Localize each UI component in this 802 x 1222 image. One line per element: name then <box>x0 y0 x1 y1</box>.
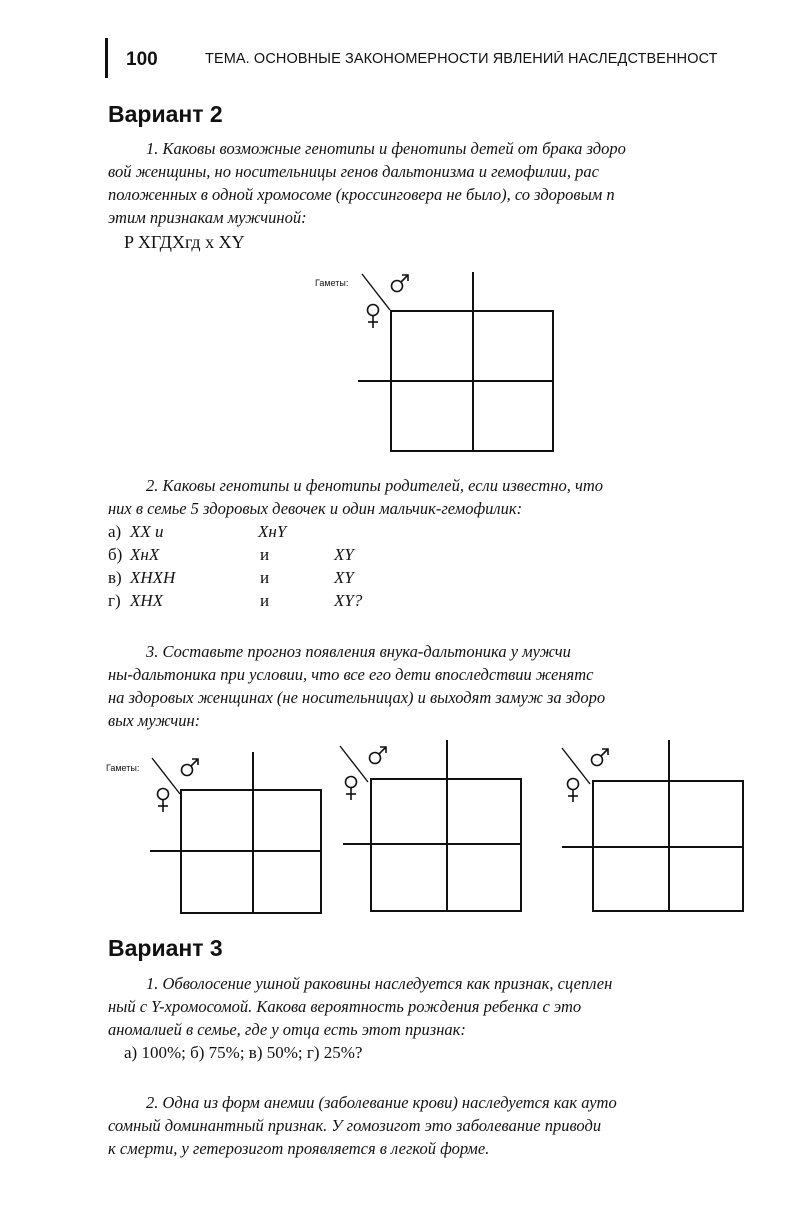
male-icon <box>592 749 609 766</box>
text-line: вых мужчин: <box>108 711 201 730</box>
gametes-label: Гаметы: <box>106 763 140 773</box>
text-line: вой женщины, но носительницы генов дальтонизма и гемофилии, рас <box>108 162 599 181</box>
v3-task1-text <box>108 972 748 1041</box>
text-line: ны-дальтоника при условии, что все его дети впоследствии женятс <box>108 665 594 684</box>
female-icon <box>368 305 379 329</box>
text-line: к смерти, у гетерозигот проявляется в легкой форме. <box>108 1139 490 1158</box>
female-icon <box>158 789 169 813</box>
text-line: 2. Каковы генотипы и фенотипы родителей, если известно, что <box>146 476 604 495</box>
v3-task1-answers: а) 100%; б) 75%; в) 50%; г) 25%? <box>124 1043 363 1062</box>
male-icon <box>370 747 387 764</box>
v2-task1-text <box>108 137 748 229</box>
running-title: ТЕМА. ОСНОВНЫЕ ЗАКОНОМЕРНОСТИ ЯВЛЕНИЙ НАСЛЕДСТВЕННОСТ <box>205 51 718 67</box>
text-line: 1. Обволосение ушной раковины наследуется как признак, сцеплен <box>146 974 613 993</box>
gamete-symbols <box>152 752 212 822</box>
male-icon <box>182 759 199 776</box>
option-b: б) XнX и XY <box>108 545 354 564</box>
option-v: в) XHXH и XY <box>108 568 354 587</box>
v3-task2-text <box>108 1091 748 1160</box>
option-g: г) XHX и XY? <box>108 591 363 610</box>
text-line: на здоровых женщинах (не носительницах) и выходят замуж за здоро <box>108 688 606 707</box>
text-line: сомный доминантный признак. У гомозигот это заболевание приводи <box>108 1116 602 1135</box>
female-icon <box>568 779 579 803</box>
text-line: 3. Составьте прогноз появления внука-дальтоника у мужчи <box>146 642 571 661</box>
option-a: а) XX и XнY <box>108 522 287 541</box>
gametes-label: Гаметы: <box>315 278 349 288</box>
female-icon <box>346 777 357 801</box>
v2-task2-text <box>108 474 748 520</box>
text-line: 1. Каковы возможные генотипы и фенотипы детей от брака здоро <box>146 139 626 158</box>
page-number: 100 <box>126 49 158 70</box>
text-line: 2. Одна из форм анемии (заболевание крови) наследуется как ауто <box>146 1093 617 1112</box>
text-line: ный с Y-хромосомой. Какова вероятность рождения ребенка с это <box>108 997 582 1016</box>
cross-formula: P XГДXгд x XY <box>124 232 245 252</box>
text-line: положенных в одной хромосоме (кроссинговера не было), со здоровым п <box>108 185 615 204</box>
variant-2-heading: Вариант 2 <box>108 101 223 127</box>
header-rule <box>105 38 108 78</box>
text-line: них в семье 5 здоровых девочек и один мальчик-гемофилик: <box>108 499 523 518</box>
v2-task3-text <box>108 640 748 732</box>
male-icon <box>392 275 409 292</box>
text-line: аномалией в семье, где у отца есть этот признак: <box>108 1020 466 1039</box>
text-line: этим признакам мужчиной: <box>108 208 307 227</box>
v2-task2-options <box>108 520 408 612</box>
variant-3-heading: Вариант 3 <box>108 935 223 961</box>
gamete-symbols <box>362 268 422 338</box>
